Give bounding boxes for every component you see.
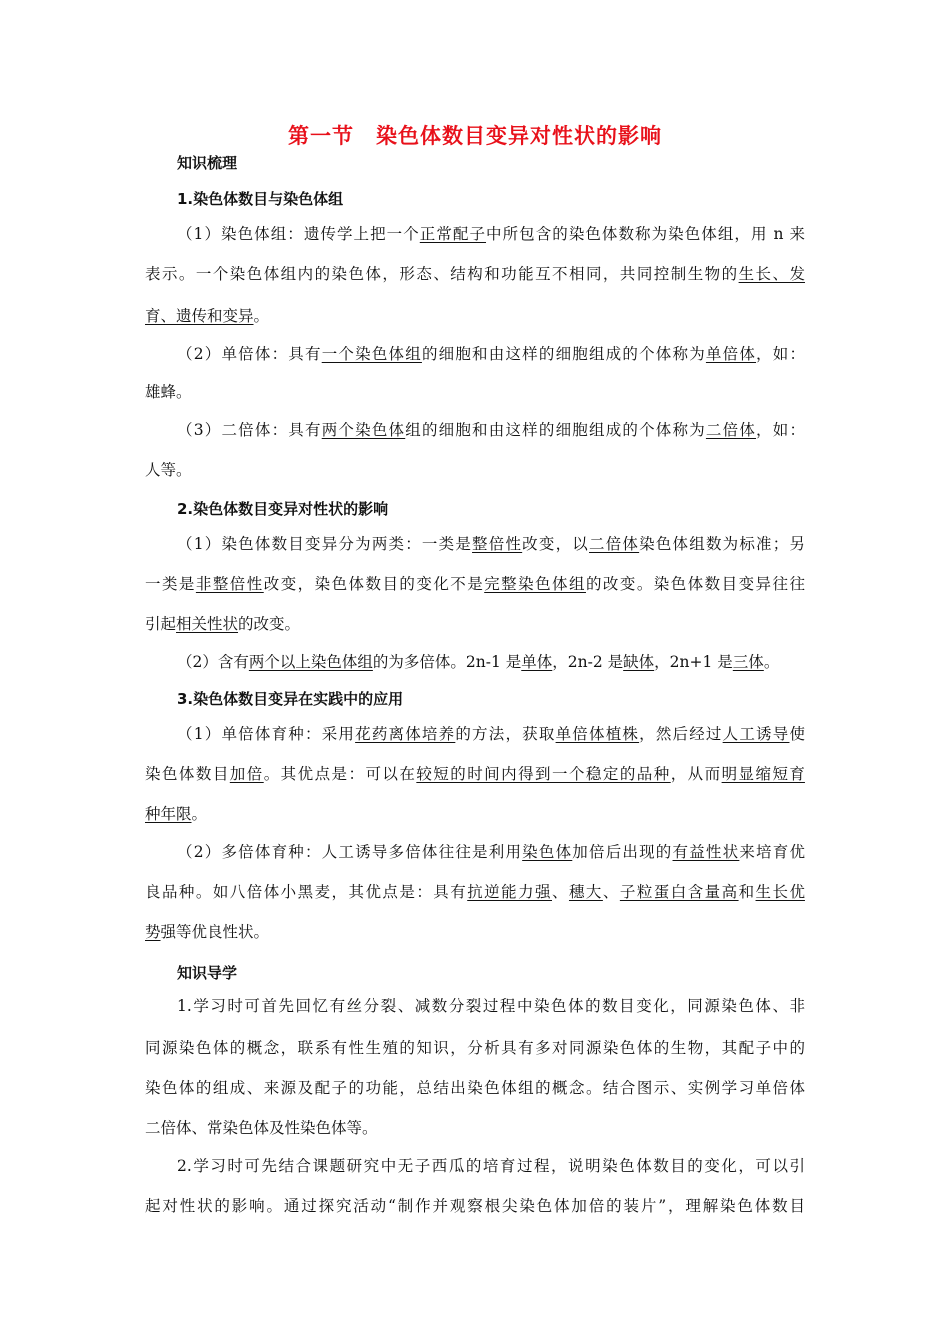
paragraph-line: 表示。一个染色体组内的染色体，形态、结构和功能互不相同，共同控制生物的生长、发 xyxy=(145,265,805,283)
paragraph-line: （1）染色体数目变异分为两类：一类是整倍性改变，以二倍体染色体组数为标准；另 xyxy=(177,535,805,553)
paragraph-line: （2）多倍体育种：人工诱导多倍体往往是利用染色体加倍后出现的有益性状来培育优 xyxy=(177,843,805,861)
paragraph-line: 人等。 xyxy=(145,461,192,479)
paragraph-line: 引起相关性状的改变。 xyxy=(145,615,301,633)
paragraph-line: 势强等优良性状。 xyxy=(145,923,270,941)
paragraph-line: 染色体的组成、来源及配子的功能，总结出染色体组的概念。结合图示、实例学习单倍体 xyxy=(145,1079,805,1097)
section-heading: 知识导学 xyxy=(177,964,238,982)
paragraph-line: 一类是非整倍性改变，染色体数目的变化不是完整染色体组的改变。染色体数目变异往往 xyxy=(145,575,805,593)
section-heading: 知识梳理 xyxy=(177,154,238,172)
paragraph-line: 2.学习时可先结合课题研究中无子西瓜的培育过程，说明染色体数目的变化，可以引 xyxy=(177,1157,805,1175)
paragraph-line: 育、遗传和变异。 xyxy=(145,307,270,325)
section-heading: 3.染色体数目变异在实践中的应用 xyxy=(177,690,404,708)
paragraph-line: 良品种。如八倍体小黑麦，其优点是：具有抗逆能力强、穗大、子粒蛋白含量高和生长优 xyxy=(145,883,805,901)
paragraph-line: （1）单倍体育种：采用花药离体培养的方法，获取单倍体植株，然后经过人工诱导使 xyxy=(177,725,805,743)
paragraph-line: 同源染色体的概念，联系有性生殖的知识，分析具有多对同源染色体的生物，其配子中的 xyxy=(145,1039,805,1057)
paragraph-line: （1）染色体组：遗传学上把一个正常配子中所包含的染色体数称为染色体组，用 n 来 xyxy=(177,225,805,243)
paragraph-line: 二倍体、常染色体及性染色体等。 xyxy=(145,1119,378,1137)
paragraph-line: 雄蜂。 xyxy=(145,383,192,401)
paragraph-line: （2）单倍体：具有一个染色体组的细胞和由这样的细胞组成的个体称为单倍体，如： xyxy=(177,345,805,363)
paragraph-line: 1.学习时可首先回忆有丝分裂、减数分裂过程中染色体的数目变化，同源染色体、非 xyxy=(177,997,805,1015)
page-title: 第一节 染色体数目变异对性状的影响 xyxy=(288,124,662,148)
paragraph-line: 种年限。 xyxy=(145,805,208,823)
paragraph-line: （2）含有两个以上染色体组的为多倍体。2n-1 是单体，2n-2 是缺体，2n+1 是三体。 xyxy=(177,653,780,671)
section-heading: 2.染色体数目变异对性状的影响 xyxy=(177,500,389,518)
paragraph-line: 起对性状的影响。通过探究活动“制作并观察根尖染色体加倍的装片”，理解染色体数目 xyxy=(145,1197,805,1215)
paragraph-line: 染色体数目加倍。其优点是：可以在较短的时间内得到一个稳定的品种，从而明显缩短育 xyxy=(145,765,805,783)
paragraph-line: （3）二倍体：具有两个染色体组的细胞和由这样的细胞组成的个体称为二倍体，如： xyxy=(177,421,805,439)
section-heading: 1.染色体数目与染色体组 xyxy=(177,190,344,208)
